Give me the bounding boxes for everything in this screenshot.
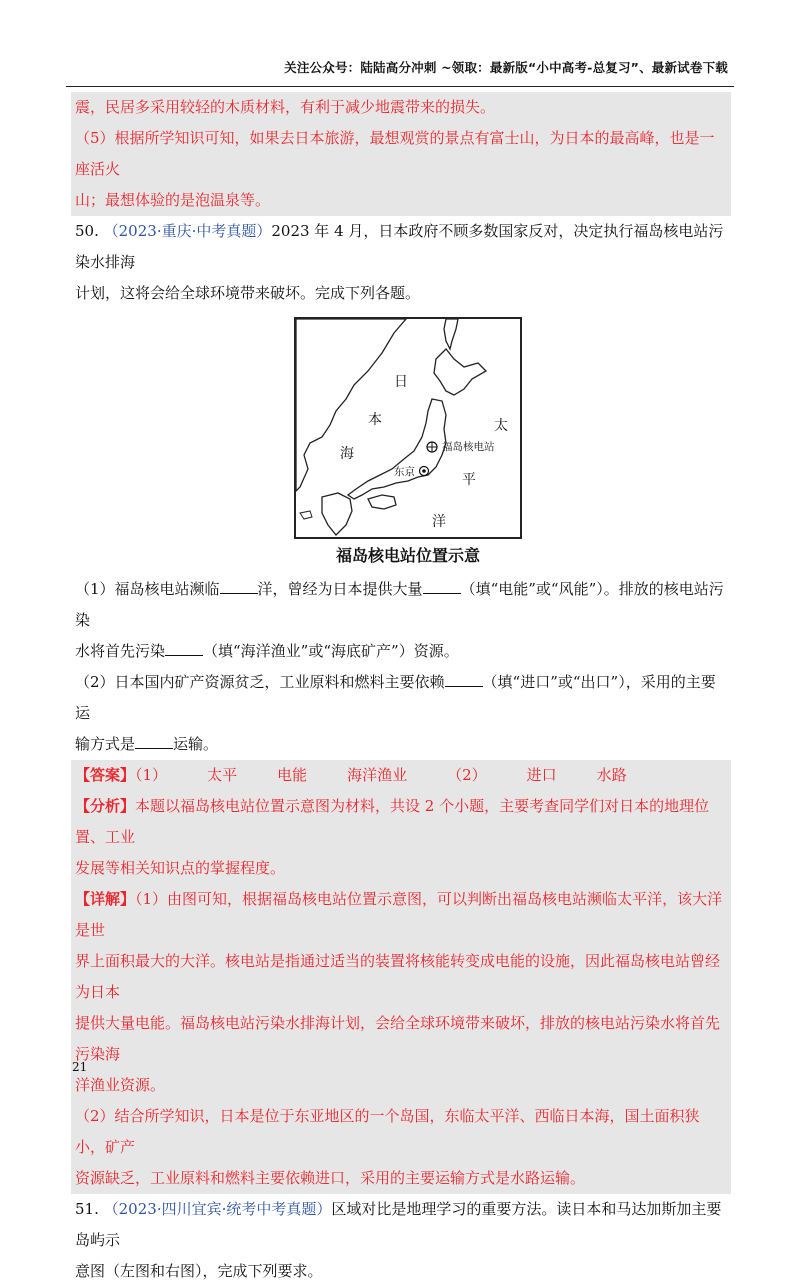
map-label-ben: 本 [368,412,382,428]
previous-answer-block [71,92,731,216]
sub2-text: 运输。 [173,735,219,753]
answer-tag: 【答案】 [75,766,136,784]
answer-blank [165,637,203,656]
detail-text: 界上面积最大的大洋。核电站是指通过适当的装置将核能转变成电能的设施，因此福岛核电站曾经为日本 [75,952,721,1001]
page-content [71,92,731,1287]
analysis-tag: 【分析】 [75,797,136,815]
analysis-line [75,791,727,853]
japan-map-graphic [296,319,520,537]
answer-block-50 [71,760,731,1194]
page-header: 关注公众号：陆陆高分冲刺 ~领取：最新版“小中高考-总复习”、最新试卷下载 [284,60,728,75]
sub1-text: 水将首先污染 [75,642,166,660]
question-50-stem [75,216,727,278]
question-number: 51. [75,1200,99,1218]
question-50 [71,216,731,760]
answer-blank [135,730,173,749]
prev-answer-line: 山；最想体验的是泡温泉等。 [75,191,271,209]
detail-text: （2）结合所学知识，日本是位于东亚地区的一个岛国，东临太平洋、西临日本海，国土面积狭小，矿产 [75,1107,700,1156]
answer-item: 海洋渔业 [347,766,408,784]
detail-text: 资源缺乏，工业原料和燃料主要依赖进口，采用的主要运输方式是水路运输。 [75,1169,586,1187]
map-label-tokyo: 东京 [394,466,415,478]
map-label-tai: 太 [494,418,508,434]
map-label-ping: 平 [462,472,476,488]
answer-blank [445,668,483,687]
header-rule [66,86,734,87]
map-label-fukushima: 福岛核电站 [442,441,495,453]
answer-item: 电能 [277,766,308,784]
question-number: 50. [75,222,99,240]
question-source: （2023·重庆·中考真题） [103,222,272,240]
question-stem-text: 2023 年 4 月，日本政府不顾多数国家反对，决定执行福岛核电站污染水排海 [75,222,724,271]
map-label-ri: 日 [394,374,408,390]
answer-item: 太平 [207,766,238,784]
answer-item: 进口 [526,766,557,784]
page-number: 21 [72,1060,88,1074]
question-51-stem [75,1194,727,1256]
sub1-text: 洋，曾经为日本提供大量 [257,580,423,598]
question-stem-text: 意图（左图和右图），完成下列要求。 [75,1262,323,1280]
prev-answer-line: （5）根据所学知识可知，如果去日本旅游，最想观赏的景点有富士山，为日本的最高峰，也是一座活火 [75,129,715,178]
answer-blank [423,575,461,594]
question-stem-text: 区域对比是地理学习的重要方法。读日本和马达加斯加主要岛屿示 [75,1200,722,1249]
answer-part: （2） [447,766,487,784]
detail-tag: 【详解】 [75,890,136,908]
fukushima-map-figure [294,317,524,566]
map-caption: 福岛核电站位置示意 [335,546,480,565]
question-50-sub2-cont [75,729,727,760]
answer-blank [220,575,258,594]
map-label-hai: 海 [340,446,354,462]
question-50-sub1-cont [75,636,727,667]
question-50-sub1 [75,574,727,636]
answer-part: （1） [135,766,168,784]
sub1-text: （1）福岛核电站濒临 [75,580,220,598]
sub1-text: （填“海洋渔业”或“海底矿产”）资源。 [203,642,459,660]
question-51 [71,1194,731,1287]
detail-text: 提供大量电能。福岛核电站污染水排海计划，会给全球环境带来破坏，排放的核电站污染水将首先污染海 [75,1014,721,1063]
answer-item: 水路 [596,766,627,784]
question-50-sub2 [75,667,727,729]
question-source: （2023·四川宜宾·统考中考真题） [103,1200,332,1218]
answer-line [75,760,727,791]
sub1-text: （填“电能”或“风能”）。排放的核电站污染 [75,580,724,629]
sub2-text: （填“进口”或“出口”），采用的主要运 [75,673,716,722]
detail-text: 洋渔业资源。 [75,1076,166,1094]
detail-text: （1）由图可知，根据福岛核电站位置示意图，可以判断出福岛核电站濒临太平洋，该大洋是世 [75,890,723,939]
map-label-yang: 洋 [432,514,446,530]
map-frame [294,317,522,539]
question-stem-text: 计划，这将会给全球环境带来破坏。完成下列各题。 [75,284,421,302]
analysis-text: 本题以福岛核电站位置示意图为材料，共设 2 个小题，主要考查同学们对日本的地理位置、工业 [75,797,710,846]
analysis-text: 发展等相关知识点的掌握程度。 [75,859,286,877]
detail-line [75,884,727,946]
sub2-text: 输方式是 [75,735,136,753]
prev-answer-line: 震，民居多采用较轻的木质材料，有利于减少地震带来的损失。 [75,98,496,116]
sub2-text: （2）日本国内矿产资源贫乏，工业原料和燃料主要依赖 [75,673,445,691]
